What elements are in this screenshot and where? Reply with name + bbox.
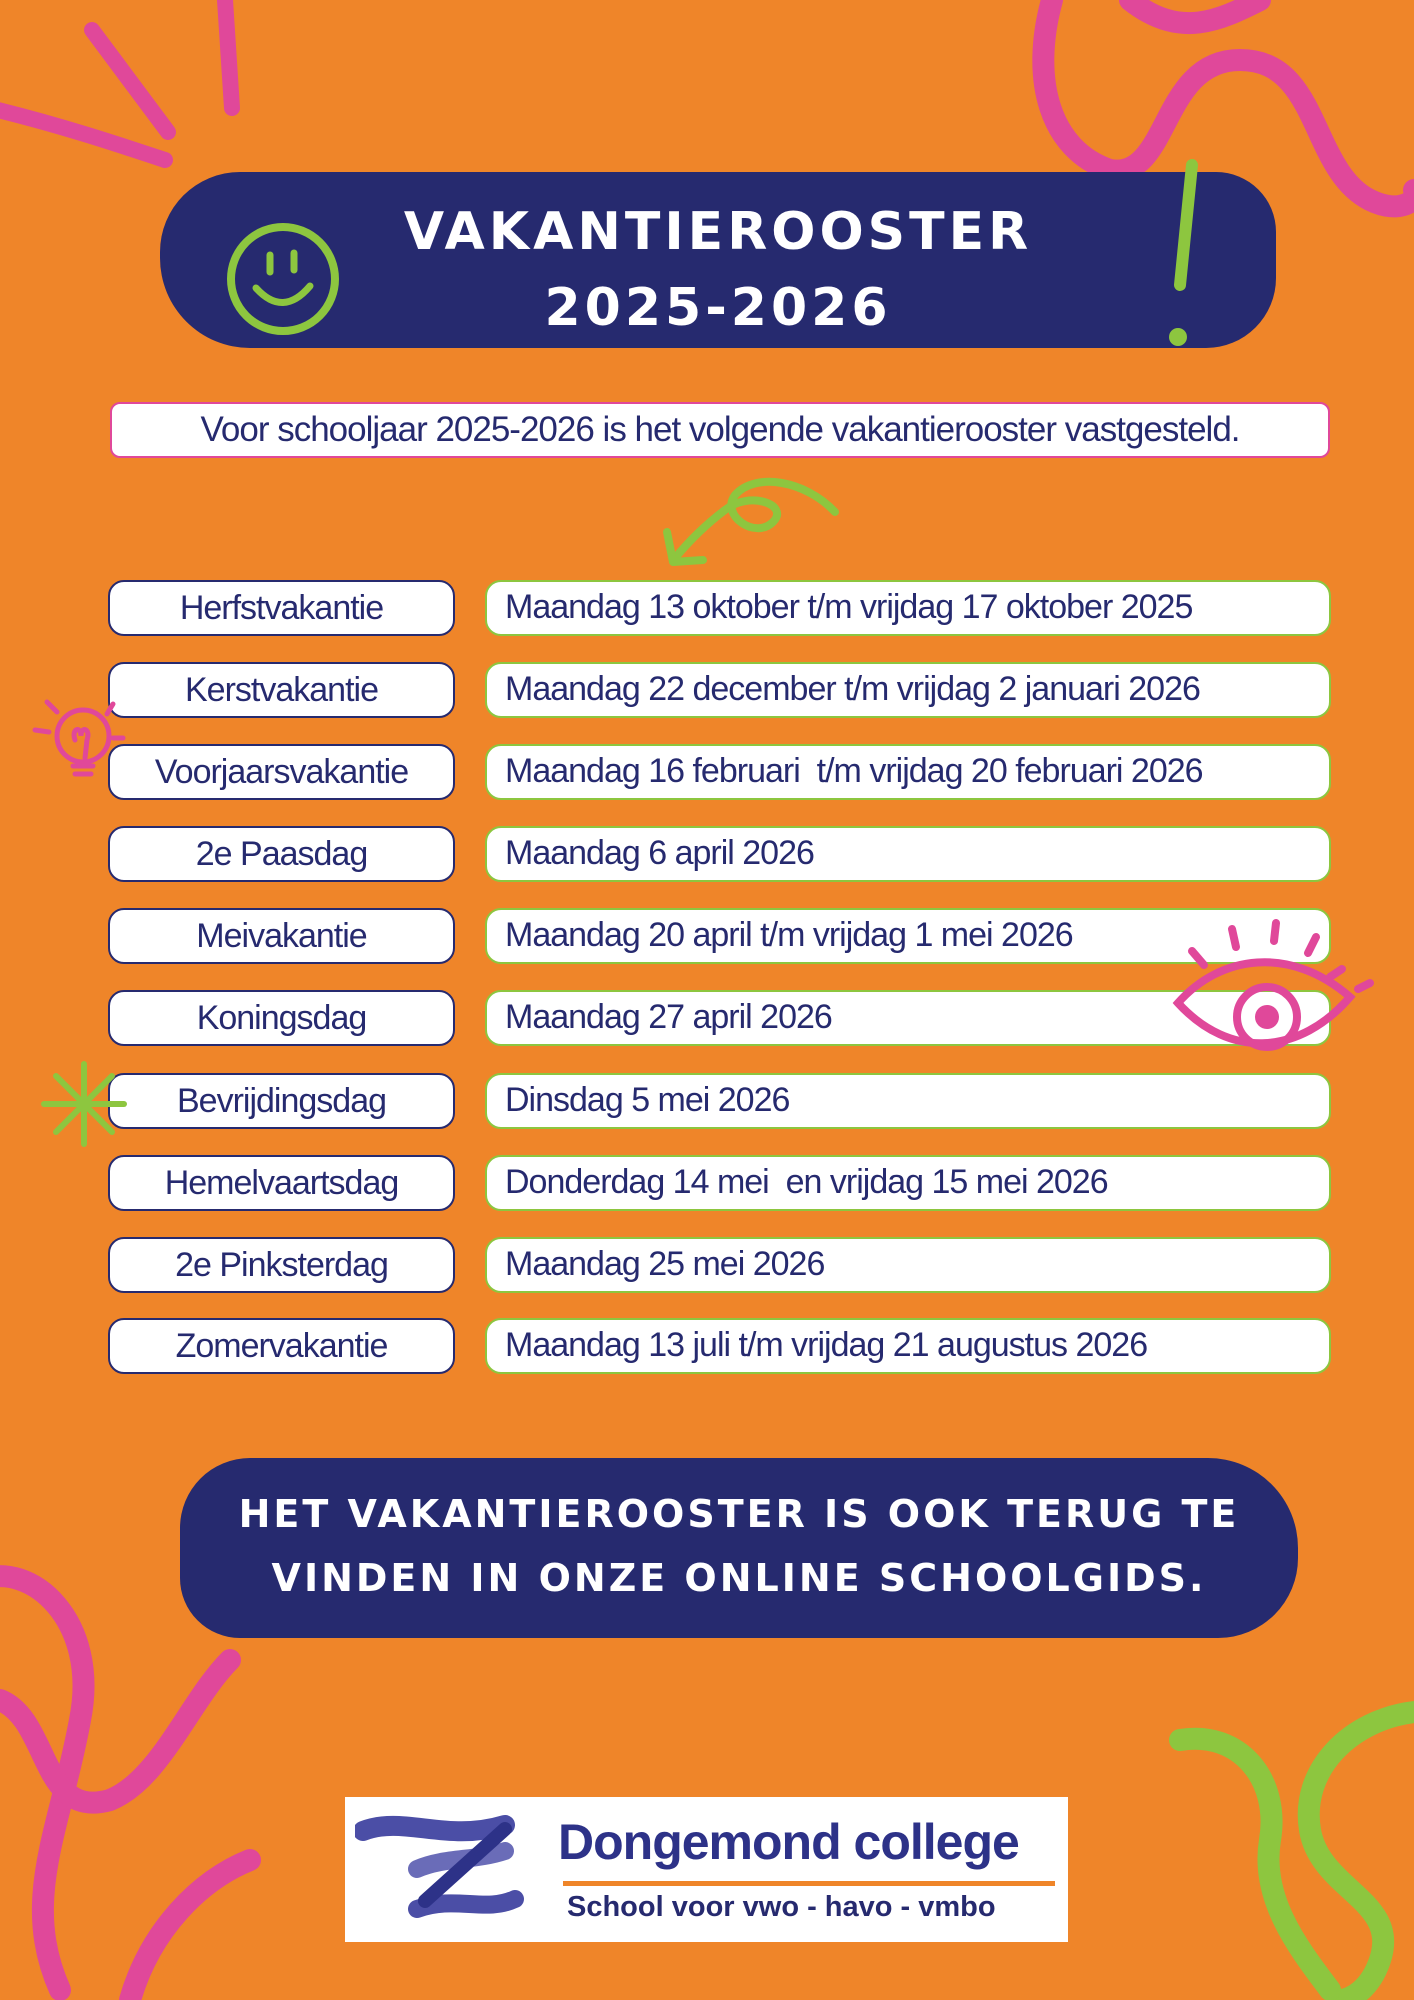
holiday-date: Maandag 6 april 2026 (485, 826, 1331, 882)
logo-tagline: School voor vwo - havo - vmbo (567, 1891, 996, 1923)
schedule-row (0, 580, 1414, 636)
holiday-date: Dinsdag 5 mei 2026 (485, 1073, 1331, 1129)
exclamation-icon (1160, 155, 1210, 355)
holiday-label: 2e Pinksterdag (108, 1237, 455, 1293)
holiday-label: Herfstvakantie (108, 580, 455, 636)
holiday-date: Maandag 25 mei 2026 (485, 1237, 1331, 1293)
holiday-date: Maandag 27 april 2026 (485, 990, 1331, 1046)
title-banner (160, 172, 1276, 348)
top-right-squiggle-2 (1130, 0, 1260, 23)
waves-logo-icon (355, 1809, 525, 1929)
holiday-label: Zomervakantie (108, 1318, 455, 1374)
intro-box (110, 402, 1330, 458)
top-left-squiggle (0, 108, 165, 160)
note-line-1: HET VAKANTIEROOSTER IS OOK TERUG TE (238, 1492, 1240, 1536)
schedule-row (0, 744, 1414, 800)
holiday-label: Kerstvakantie (108, 662, 455, 718)
schedule-row (0, 1318, 1414, 1374)
title-line-1: VAKANTIEROOSTER (403, 202, 1033, 262)
intro-text: Voor schooljaar 2025-2026 is het volgende vakantierooster vastgesteld. (200, 410, 1240, 449)
schoolgids-note (180, 1482, 1298, 1610)
holiday-date: Donderdag 14 mei en vrijdag 15 mei 2026 (485, 1155, 1331, 1211)
logo-school-name: Dongemond college (558, 1814, 1019, 1870)
eye-icon (1170, 915, 1380, 1090)
holiday-date: Maandag 13 juli t/m vrijdag 21 augustus 2026 (485, 1318, 1331, 1374)
bottom-left-squiggle-2 (0, 1660, 230, 1803)
holiday-date: Maandag 20 april t/m vrijdag 1 mei 2026 (485, 908, 1331, 964)
school-logo (345, 1797, 1068, 1942)
bottom-right-squiggle (1309, 1712, 1414, 2000)
holiday-label: Hemelvaartsdag (108, 1155, 455, 1211)
title-line-2: 2025-2026 (544, 278, 892, 338)
top-left-ray-2 (225, 0, 232, 108)
logo-divider (563, 1881, 1055, 1886)
holiday-date: Maandag 22 december t/m vrijdag 2 januari 2026 (485, 662, 1331, 718)
holiday-label: Bevrijdingsdag (108, 1073, 455, 1129)
lightbulb-icon (25, 678, 135, 793)
schedule-row (0, 1237, 1414, 1293)
note-banner (180, 1458, 1298, 1638)
bottom-right-squiggle-2 (1180, 1739, 1330, 1990)
schedule-row (0, 826, 1414, 882)
schedule-row (0, 1155, 1414, 1211)
curly-arrow-icon (655, 470, 845, 570)
holiday-date: Maandag 16 februari t/m vrijdag 20 februari 2026 (485, 744, 1331, 800)
holiday-date: Maandag 13 oktober t/m vrijdag 17 oktober 2025 (485, 580, 1331, 636)
bottom-left-squiggle-3 (130, 1860, 250, 2000)
star-burst-icon (38, 1058, 130, 1150)
holiday-label: Koningsdag (108, 990, 455, 1046)
holiday-label: Voorjaarsvakantie (108, 744, 455, 800)
page-title (160, 194, 1276, 346)
holiday-label: 2e Paasdag (108, 826, 455, 882)
schedule-row (0, 662, 1414, 718)
note-line-2: VINDEN IN ONZE ONLINE SCHOOLGIDS. (271, 1556, 1207, 1600)
top-left-ray-1 (92, 30, 168, 132)
bottom-left-squiggle (0, 1576, 84, 1990)
holiday-label: Meivakantie (108, 908, 455, 964)
